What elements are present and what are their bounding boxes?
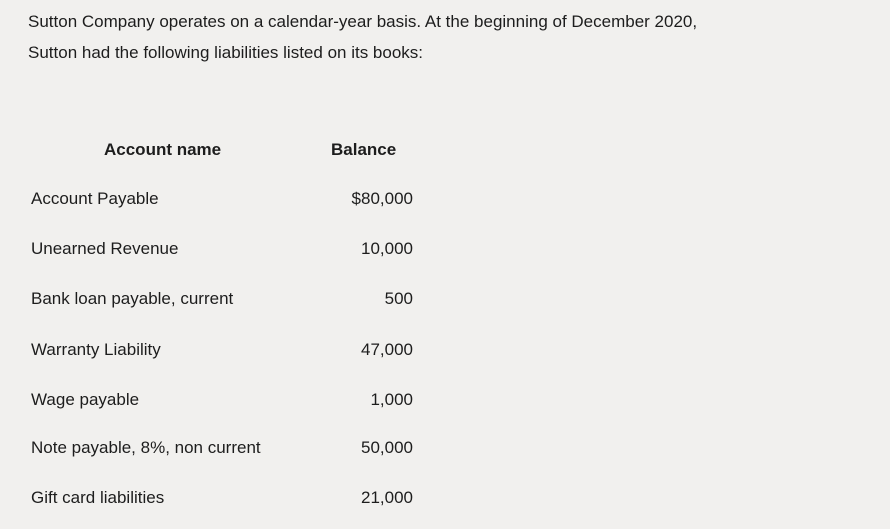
table-row bbox=[31, 289, 413, 313]
account-name: Gift card liabilities bbox=[31, 488, 165, 507]
intro-line-2: Sutton had the following liabilities listed on its books: bbox=[28, 43, 424, 62]
account-name: Warranty Liability bbox=[31, 340, 161, 359]
table-row bbox=[31, 189, 413, 213]
account-name: Note payable, 8%, non current bbox=[31, 438, 261, 457]
account-balance: 10,000 bbox=[361, 239, 413, 258]
account-name: Bank loan payable, current bbox=[31, 289, 234, 308]
account-balance: 47,000 bbox=[361, 340, 413, 359]
table-row bbox=[31, 340, 413, 364]
account-name: Account Payable bbox=[31, 189, 159, 208]
column-header-balance: Balance bbox=[331, 140, 397, 159]
column-header-account-name: Account name bbox=[104, 140, 222, 159]
account-name: Unearned Revenue bbox=[31, 239, 179, 258]
table-row bbox=[31, 488, 413, 512]
table-row bbox=[31, 239, 413, 263]
table-row bbox=[31, 390, 413, 414]
account-balance: $80,000 bbox=[351, 189, 413, 208]
account-balance: 1,000 bbox=[370, 390, 413, 409]
intro-line-1: Sutton Company operates on a calendar-year basis. At the beginning of December 2020, bbox=[28, 12, 698, 31]
table-row bbox=[31, 438, 413, 462]
account-balance: 50,000 bbox=[361, 438, 413, 457]
account-balance: 500 bbox=[384, 289, 413, 308]
account-name: Wage payable bbox=[31, 390, 140, 409]
account-balance: 21,000 bbox=[361, 488, 413, 507]
intro-paragraph bbox=[28, 6, 878, 68]
